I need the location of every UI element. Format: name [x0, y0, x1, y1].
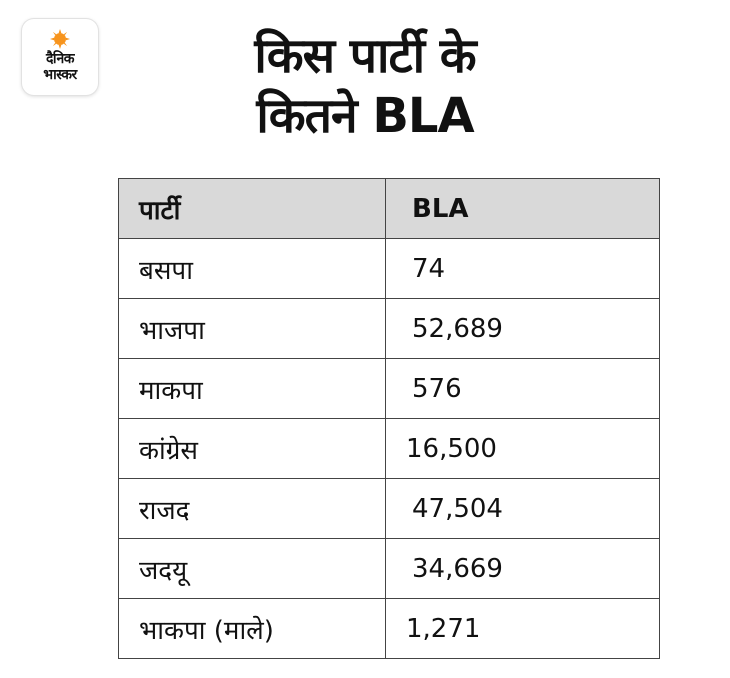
- logo-text-line1: दैनिक: [45, 51, 75, 67]
- sun-icon: [50, 29, 70, 49]
- table-header-row: [119, 179, 660, 239]
- party-cell: कांग्रेस: [119, 419, 386, 479]
- table-row: [119, 239, 660, 299]
- bla-cell: 74: [386, 239, 660, 299]
- party-cell: माकपा: [119, 359, 386, 419]
- bla-cell: 34,669: [386, 539, 660, 599]
- party-cell: बसपा: [119, 239, 386, 299]
- table-row: [119, 299, 660, 359]
- bla-cell: 47,504: [386, 479, 660, 539]
- table-row: [119, 479, 660, 539]
- dainik-bhaskar-logo: [22, 19, 98, 95]
- bla-cell: 16,500: [386, 419, 660, 479]
- logo-text-line2: भास्कर: [43, 67, 77, 83]
- bla-cell: 576: [386, 359, 660, 419]
- title-line1: किस पार्टी के: [254, 28, 476, 84]
- table-row: [119, 419, 660, 479]
- party-cell: भाकपा (माले): [119, 599, 386, 659]
- party-cell: जदयू: [119, 539, 386, 599]
- table-row: [119, 539, 660, 599]
- header-party: पार्टी: [119, 179, 386, 239]
- bla-cell: 1,271: [386, 599, 660, 659]
- title-line2: कितने BLA: [256, 88, 474, 144]
- table-row: [119, 359, 660, 419]
- table-row: [119, 599, 660, 659]
- bla-table: [118, 178, 660, 659]
- party-cell: भाजपा: [119, 299, 386, 359]
- party-cell: राजद: [119, 479, 386, 539]
- bla-cell: 52,689: [386, 299, 660, 359]
- page-title: [120, 26, 610, 146]
- header-bla: BLA: [386, 179, 660, 239]
